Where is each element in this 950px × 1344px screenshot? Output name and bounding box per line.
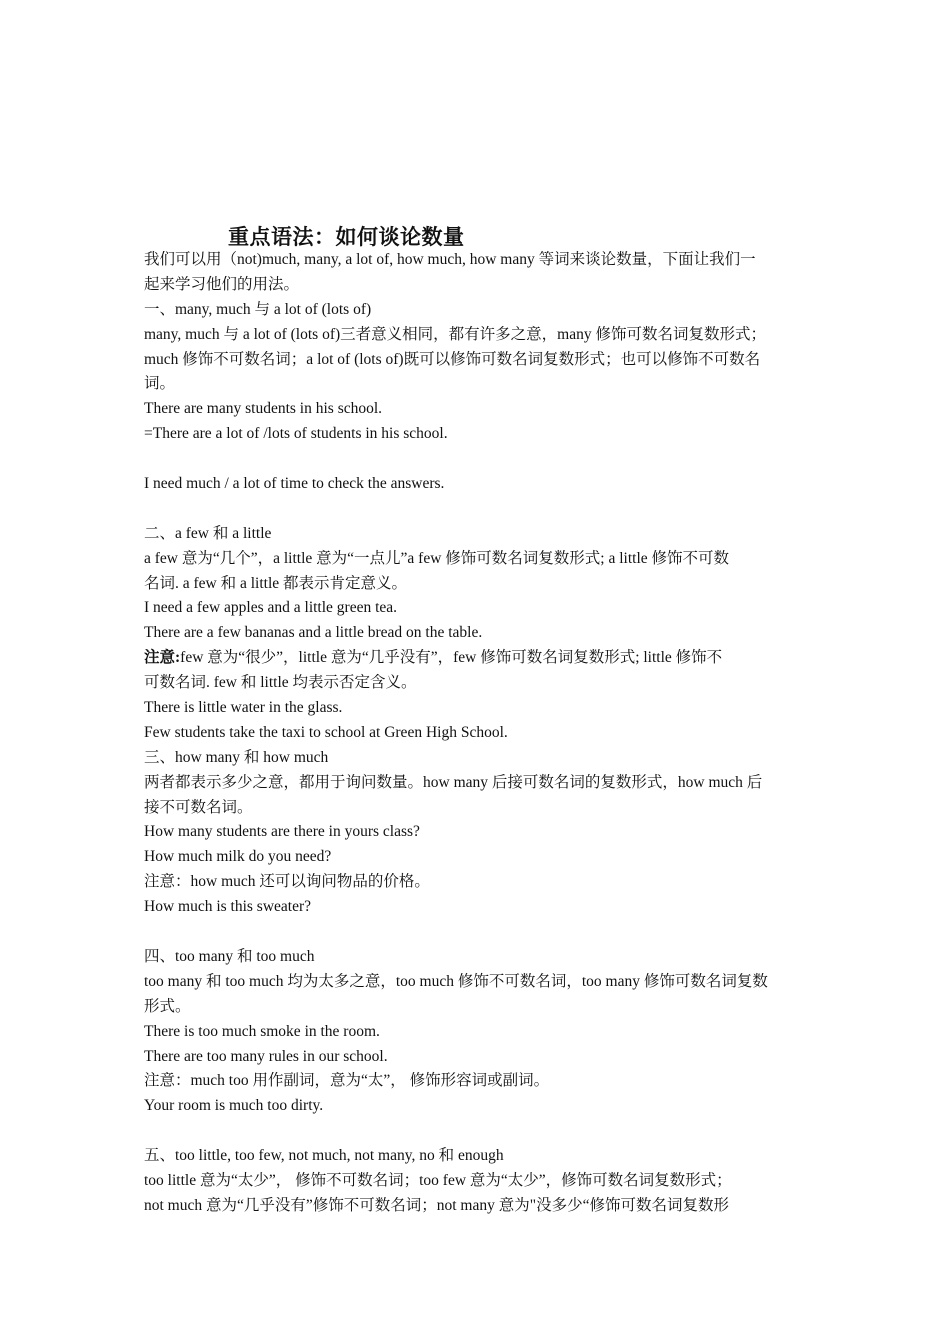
section-heading-3: 三、how many 和 how much [144, 748, 329, 766]
paragraph-line: 两者都表示多少之意，都用于询问数量。how many 后接可数名词的复数形式，how much 后 [144, 773, 763, 791]
example-sentence: I need a few apples and a little green tea. [144, 599, 398, 617]
note-line [144, 646, 808, 671]
example-sentence: Few students take the taxi to school at Green High School. [144, 723, 508, 741]
page-title: 重点语法：如何谈论数量 [228, 225, 465, 249]
paragraph-line: 我们可以用（not)much, many, a lot of, how much, how many 等词来谈论数量，下面让我们一 [144, 251, 756, 268]
note-text: few 意为“很少”，little 意为“几乎没有”，few 修饰可数名词复数形式; little 修饰不 [180, 649, 723, 667]
example-sentence: How much milk do you need? [144, 848, 332, 866]
example-sentence: =There are a lot of /lots of students in his school. [144, 425, 448, 443]
example-sentence: There are too many rules in our school. [144, 1047, 388, 1065]
paragraph-line: 词。 [144, 375, 176, 393]
example-sentence: There are many students in his school. [144, 400, 383, 418]
example-sentence: Your room is much too dirty. [144, 1097, 324, 1115]
section-heading-1: 一、many, much 与 a lot of (lots of) [144, 300, 372, 318]
note-line: 注意：how much 还可以询问物品的价格。 [144, 873, 430, 891]
note-line: 注意：much too 用作副词，意为“太”， 修饰形容词或副词。 [144, 1072, 550, 1090]
document-body [144, 248, 808, 1219]
paragraph-line: too many 和 too much 均为太多之意，too much 修饰不可数名词，too many 修饰可数名词复数 [144, 972, 768, 990]
example-sentence: There is little water in the glass. [144, 699, 343, 717]
paragraph-line: 形式。 [144, 997, 191, 1015]
blank-line [144, 920, 808, 945]
section-heading-5: 五、too little, too few, not much, not many, no 和 enough [144, 1147, 504, 1165]
note-label: 注意: [144, 649, 181, 667]
paragraph-line: 可数名词. few 和 little 均表示否定含义。 [144, 674, 417, 692]
example-sentence: There is too much smoke in the room. [144, 1022, 380, 1040]
paragraph-line: 名词. a few 和 a little 都表示肯定意义。 [144, 574, 408, 592]
example-sentence: There are a few bananas and a little bread on the table. [144, 624, 483, 642]
section-heading-2: 二、a few 和 a little [144, 524, 272, 542]
section-heading-4: 四、too many 和 too much [144, 947, 315, 965]
blank-line [144, 1119, 808, 1144]
blank-line [144, 497, 808, 522]
example-sentence: How many students are there in yours class? [144, 823, 420, 841]
paragraph-line: too little 意为“太少”， 修饰不可数名词；too few 意为“太少”，修饰可数名词复数形式； [144, 1171, 732, 1189]
paragraph-line: not much 意为“几乎没有”修饰不可数名词；not many 意为"没多少“修饰可数名词复数形 [144, 1196, 729, 1214]
example-sentence: How much is this sweater? [144, 898, 312, 916]
paragraph-line: a few 意为“几个”，a little 意为“一点儿”a few 修饰可数名词复数形式; a little 修饰不可数 [144, 549, 730, 567]
example-sentence: I need much / a lot of time to check the answers. [144, 475, 445, 493]
paragraph-line: much 修饰不可数名词；a lot of (lots of)既可以修饰可数名词复数形式；也可以修饰不可数名 [144, 350, 761, 368]
paragraph-line: 起来学习他们的用法。 [144, 275, 300, 293]
blank-line [144, 447, 808, 472]
paragraph-line: many, much 与 a lot of (lots of)三者意义相同，都有许多之意，many 修饰可数名词复数形式； [144, 325, 766, 343]
paragraph-line: 接不可数名词。 [144, 798, 253, 816]
